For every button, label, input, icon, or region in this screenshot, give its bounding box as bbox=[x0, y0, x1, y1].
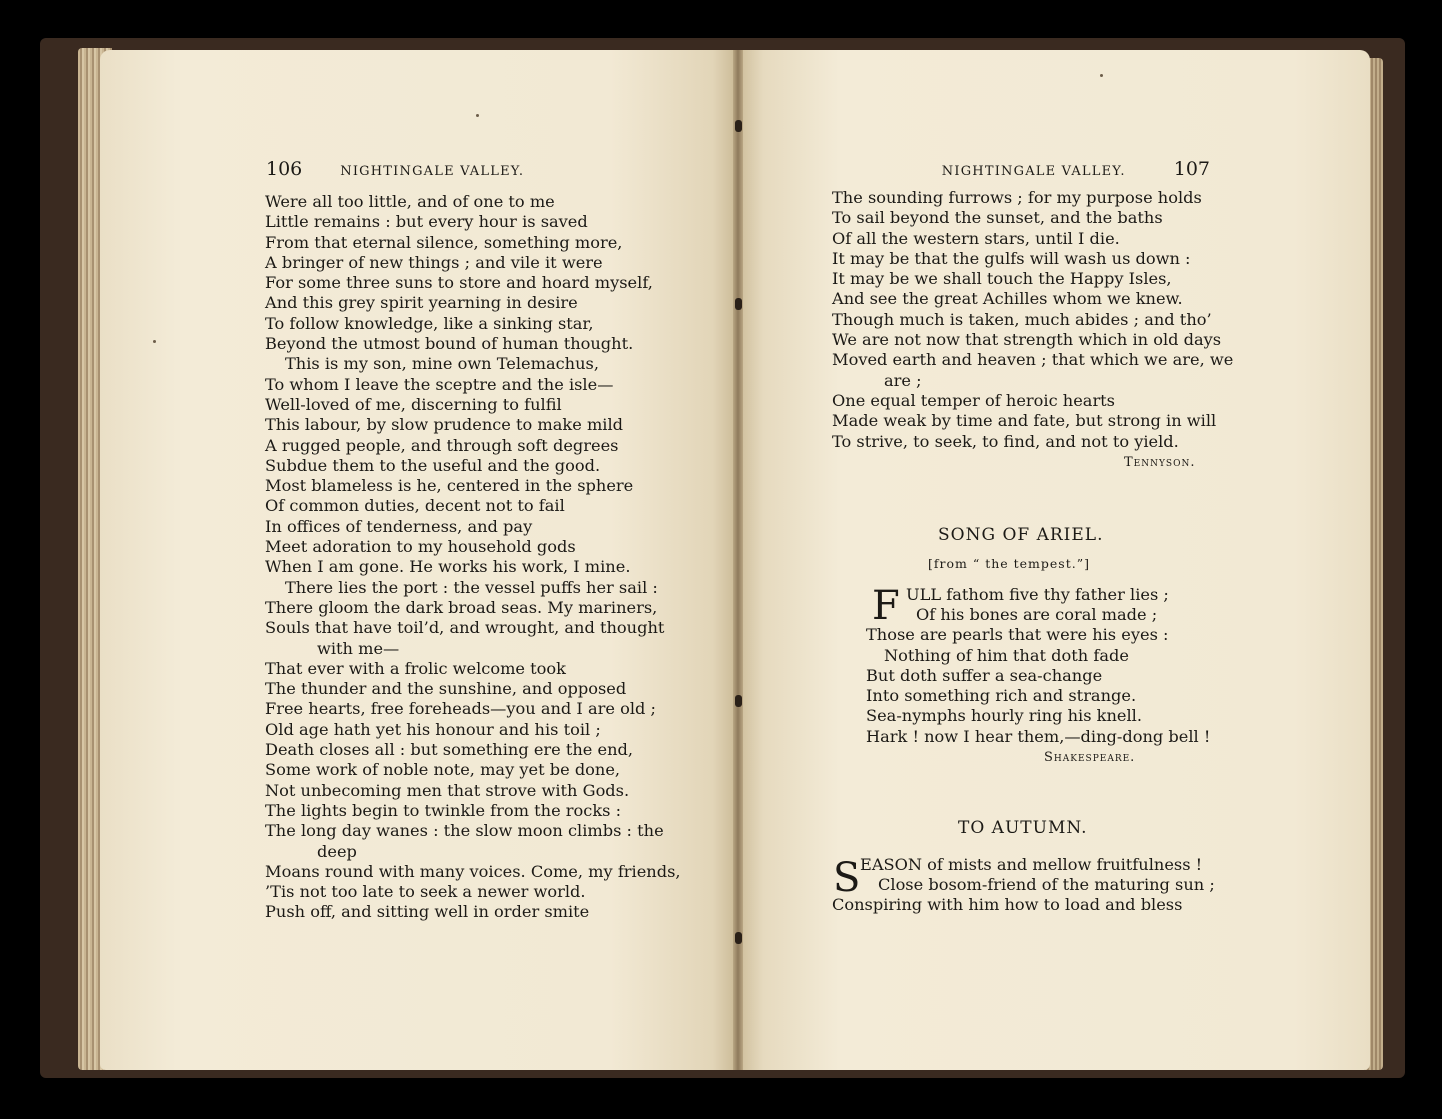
poem-line: There lies the port : the vessel puffs her sail : bbox=[285, 577, 658, 597]
poem-line: In offices of tenderness, and pay bbox=[265, 516, 533, 536]
poem-line: Of common duties, decent not to fail bbox=[265, 496, 565, 516]
poem-line: Were all too little, and of one to me bbox=[265, 192, 555, 211]
poem-line: The long day wanes : the slow moon climbs : the bbox=[265, 821, 664, 841]
poem-line: Push off, and sitting well in order smite bbox=[265, 902, 590, 922]
right-running-head bbox=[930, 158, 1210, 182]
poem-line: Most blameless is he, centered in the sphere bbox=[265, 476, 634, 496]
poem-line: One equal temper of heroic hearts bbox=[832, 390, 1115, 410]
poem-line: with me— bbox=[317, 638, 400, 658]
poem-line: ULL fathom five thy father lies ; bbox=[906, 585, 1169, 604]
paper-speck bbox=[476, 114, 479, 117]
poem-line: Those are pearls that were his eyes : bbox=[866, 625, 1169, 645]
poem-line: Sea-nymphs hourly ring his knell. bbox=[866, 706, 1142, 726]
drop-cap-letter: F bbox=[872, 583, 900, 629]
poem-line: It may be we shall touch the Happy Isles, bbox=[832, 269, 1172, 289]
poem-line: Into something rich and strange. bbox=[866, 686, 1137, 706]
running-title: NIGHTINGALE VALLEY. bbox=[941, 164, 1126, 179]
poem-line: Made weak by time and fate, but strong in will bbox=[832, 411, 1217, 431]
book-gutter bbox=[733, 50, 743, 1070]
poem-line: Well-loved of me, discerning to fulfil bbox=[265, 394, 562, 414]
page-number: 106 bbox=[266, 158, 303, 180]
poem-line: The thunder and the sunshine, and opposed bbox=[265, 679, 627, 699]
binding-stitch bbox=[735, 695, 742, 707]
poem-line: That ever with a frolic welcome took bbox=[265, 658, 566, 678]
poem-line: It may be that the gulfs will wash us down : bbox=[832, 248, 1191, 268]
poem-line: EASON of mists and mellow fruitfulness ! bbox=[860, 855, 1203, 874]
poem-line: A rugged people, and through soft degrees bbox=[265, 435, 619, 455]
binding-stitch bbox=[735, 932, 742, 944]
poem-line: And see the great Achilles whom we knew. bbox=[832, 289, 1183, 309]
poem-subtitle: [from “ the tempest.”] bbox=[928, 556, 1090, 571]
poem-title: SONG OF ARIEL. bbox=[938, 525, 1104, 545]
poem-line: To whom I leave the sceptre and the isle— bbox=[265, 374, 614, 394]
poem-line: To sail beyond the sunset, and the baths bbox=[832, 208, 1163, 228]
page-number: 107 bbox=[1173, 158, 1210, 180]
poem-line: Little remains : but every hour is saved bbox=[265, 212, 588, 232]
poem-line: Free hearts, free foreheads—you and I are old ; bbox=[265, 699, 656, 719]
poem-line: Conspiring with him how to load and bless bbox=[832, 895, 1183, 914]
poem-line: This is my son, mine own Telemachus, bbox=[285, 354, 599, 374]
binding-stitch bbox=[735, 120, 742, 132]
running-title: NIGHTINGALE VALLEY. bbox=[340, 164, 525, 179]
poem-line: deep bbox=[317, 841, 357, 861]
poem-line: Close bosom-friend of the maturing sun ; bbox=[878, 875, 1215, 894]
poem-line: We are not now that strength which in old days bbox=[832, 330, 1222, 350]
poem-line: are ; bbox=[884, 370, 922, 390]
paper-speck bbox=[1100, 74, 1103, 77]
poem-line: Moans round with many voices. Come, my friends, bbox=[265, 861, 681, 881]
poem-line: When I am gone. He works his work, I mine. bbox=[265, 557, 631, 577]
poem-line: Death closes all : but something ere the end, bbox=[265, 740, 634, 760]
ariel-poem-text bbox=[866, 605, 1210, 747]
poem-line: But doth suffer a sea-change bbox=[866, 665, 1103, 685]
poem-line: Of all the western stars, until I die. bbox=[832, 228, 1120, 248]
poem-line: Some work of noble note, may yet be done, bbox=[265, 760, 621, 780]
poem-line: To follow knowledge, like a sinking star, bbox=[265, 313, 594, 333]
poem-title: TO AUTUMN. bbox=[958, 818, 1088, 838]
poem-line: ’Tis not too late to seek a newer world. bbox=[265, 882, 586, 902]
author-attribution: Tennyson. bbox=[1124, 455, 1196, 470]
poem-line: This labour, by slow prudence to make mild bbox=[265, 415, 624, 435]
paper-speck bbox=[153, 340, 156, 343]
poem-line: The sounding furrows ; for my purpose holds bbox=[832, 188, 1202, 207]
ulysses-ending-text bbox=[832, 188, 1232, 452]
poem-line: A bringer of new things ; and vile it were bbox=[265, 252, 603, 272]
poem-line: Beyond the utmost bound of human thought. bbox=[265, 334, 634, 354]
binding-stitch bbox=[735, 298, 742, 310]
poem-line: Old age hath yet his honour and his toil ; bbox=[265, 719, 601, 739]
poem-line: For some three suns to store and hoard myself, bbox=[265, 273, 653, 293]
poem-line: Subdue them to the useful and the good. bbox=[265, 455, 601, 475]
poem-line: From that eternal silence, something more, bbox=[265, 232, 623, 252]
poem-line: Of his bones are coral made ; bbox=[916, 605, 1158, 624]
poem-line: Souls that have toil’d, and wrought, and thought bbox=[265, 618, 665, 638]
drop-cap-letter: S bbox=[833, 855, 861, 901]
poem-line: Hark ! now I hear them,—ding-dong bell ! bbox=[866, 726, 1211, 746]
left-page-text bbox=[265, 192, 685, 923]
poem-line: Though much is taken, much abides ; and tho’ bbox=[832, 309, 1212, 329]
author-attribution: Shakespeare. bbox=[1044, 750, 1136, 765]
poem-line: Not unbecoming men that strove with Gods. bbox=[265, 780, 630, 800]
poem-line: Moved earth and heaven ; that which we are, we bbox=[832, 350, 1234, 370]
left-running-head bbox=[266, 158, 596, 182]
poem-line: The lights begin to twinkle from the rocks : bbox=[265, 800, 622, 820]
poem-line: There gloom the dark broad seas. My mariners, bbox=[265, 597, 658, 617]
poem-line: Meet adoration to my household gods bbox=[265, 537, 576, 557]
poem-line: To strive, to seek, to find, and not to yield. bbox=[832, 431, 1179, 451]
poem-line: Nothing of him that doth fade bbox=[884, 645, 1129, 665]
poem-line: And this grey spirit yearning in desire bbox=[265, 293, 578, 313]
